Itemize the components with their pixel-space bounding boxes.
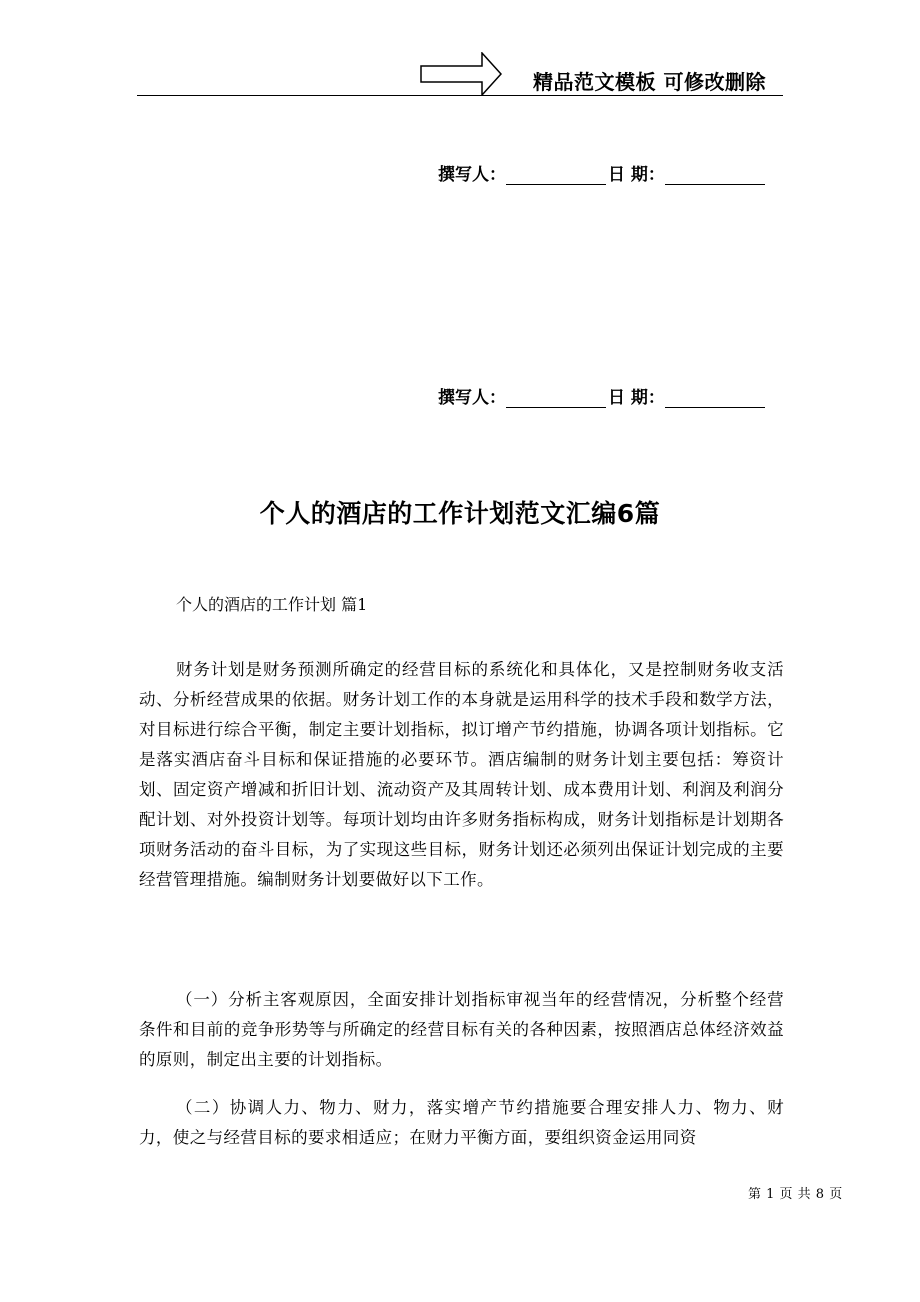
page-number: 第 1 页 共 8 页	[748, 1187, 843, 1202]
header-banner-text: 精品范文模板 可修改删除	[533, 70, 766, 94]
header-divider	[137, 95, 783, 96]
body-paragraph: 财务计划是财务预测所确定的经营目标的系统化和具体化，又是控制财务收支活动、分析经营成果的依据。财务计划工作的本身就是运用科学的技术手段和数学方法，对目标进行综合平衡，制定主要计划指标，拟订增产节约措施，协调各项计划指标。它是落实酒店奋斗目标和保证措施的必要环节。酒店编制的财务计划主要包括：筹资计划、固定资产增减和折旧计划、流动资产及其周转计划、成本费用计划、利润及利润分配计划、对外投资计划等。每项计划均由许多财务指标构成，财务计划指标是计划期各项财务活动的奋斗目标，为了实现这些目标，财务计划还必须列出保证计划完成的主要经营管理措施。编制财务计划要做好以下工作。	[139, 660, 784, 889]
date-label: 日 期：	[608, 165, 665, 185]
arrow-icon	[420, 52, 502, 96]
signature-row	[438, 383, 767, 408]
document-title: 个人的酒店的工作计划范文汇编6篇	[259, 499, 661, 528]
section-heading: 个人的酒店的工作计划 篇1	[176, 595, 368, 614]
body-paragraph: （二）协调人力、物力、财力，落实增产节约措施要合理安排人力、物力、财力，使之与经营目标的要求相适应；在财力平衡方面，要组织资金运用同资	[139, 1098, 784, 1147]
author-blank[interactable]	[506, 166, 606, 185]
signature-row	[438, 160, 767, 185]
author-label: 撰写人：	[438, 388, 506, 408]
date-blank[interactable]	[665, 166, 765, 185]
date-blank[interactable]	[665, 389, 765, 408]
author-blank[interactable]	[506, 389, 606, 408]
author-label: 撰写人：	[438, 165, 506, 185]
date-label: 日 期：	[608, 388, 665, 408]
body-paragraph: （一）分析主客观原因，全面安排计划指标审视当年的经营情况，分析整个经营条件和目前的竞争形势等与所确定的经营目标有关的各种因素，按照酒店总体经济效益的原则，制定出主要的计划指标。	[139, 990, 784, 1069]
